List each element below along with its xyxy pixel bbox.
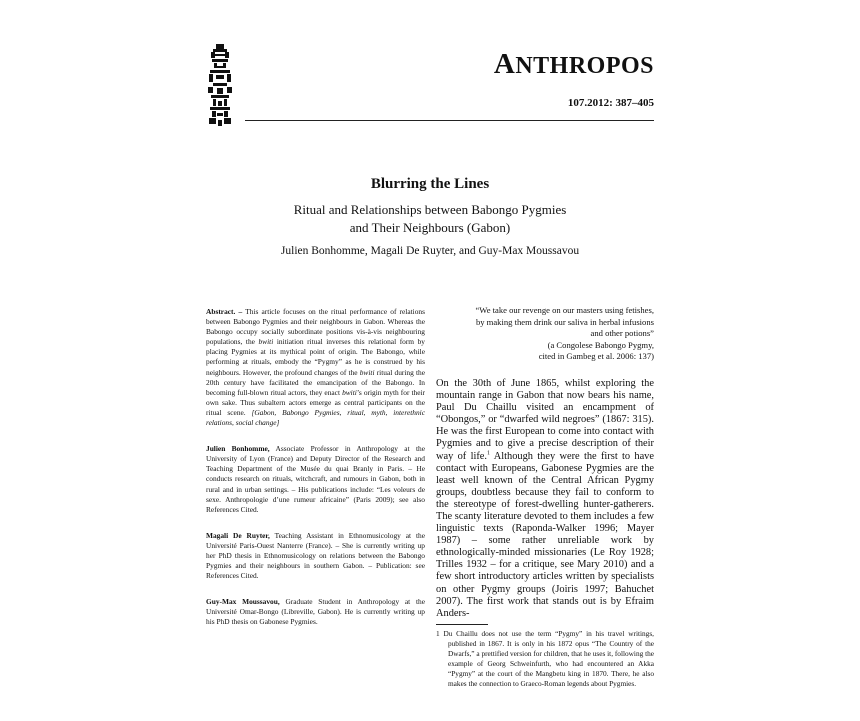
footnote-divider <box>436 624 488 625</box>
author-bio-name: Magali De Ruyter, <box>206 530 270 540</box>
header-divider <box>245 120 654 121</box>
body-paragraph: On the 30th of June 1865, whilst exploring the mountain range in Gabon that now bears his name, Paul Du Chaillu visited an encampment of “Obongos,” or “dwarfed wild negroes” (1867: 315). He was the first European to come into contact with Pygmies and to give a precise description of their way of life.$^1$ Although they were the first to have contact with Europeans, Gabonese Pygmies are the least well known of the Central African Pygmy groups, doubtless because they fail to conform to the stereotype of forest-dwelling hunter-gatherers. The scanty literature devoted to them includes a few linguistic texts (Raponda-Walker 1996; Mayer 1987) – some rather unreliable work by ethnologically-minded missionaries (Le Roy 1928; Trilles 1932 – for a critique, see Mary 2010) and a few short introductory articles written by specialists on other Pygmy groups (Joiris 1997; Bahuchet 2007). The first work that stands out is by Efraim Anders- <box>436 377 654 619</box>
author-bio: Julien Bonhomme, Associate Professor in Anthropology at the University of Lyon (France) and Deputy Director of the Research and Teaching Department of the Musée du quai Branly in Paris. – He conducts research on rituals, witchcraft, and rumours in Gabon, both in rural and in urban settings. – His publications include: “Les voleurs de sexe. Anthropologie d’une rumeur africaine” (Paris 2009); see also References Cited. <box>206 444 426 514</box>
subtitle-line: and Their Neighbours (Gabon) <box>349 220 511 235</box>
author-bio-name: Guy-Max Moussavou, <box>206 597 280 607</box>
author-bio: Guy-Max Moussavou, Graduate Student in Anthropology at the Université Omar-Bongo (Libreville, Gabon). He is currently writing up his PhD thesis on Gabonese Pygmies. <box>206 597 425 627</box>
epigraph-attribution: (a Congolese Babongo Pygmy, <box>547 339 654 350</box>
abstract-keywords: [Gabon, Babongo Pygmies, ritual, myth, interethnic relations, social change] <box>206 407 425 428</box>
footnote-marker[interactable]: 1 <box>487 450 491 457</box>
journal-name: ANTHROPOS <box>493 48 654 80</box>
article-subtitle <box>0 201 860 237</box>
abstract: Abstract. – This article focuses on the ritual performance of relations between Babongo Pygmies and their neighbours in Gabon. Whereas the Babongo occupy socially subordinate positions vis-à-vis neighbouring populations, the bwiti initiation ritual inverses this relational form by placing Pygmies at its mythical point of origin. The Babongo, while performing at rituals, embody the “Pygmy” as he is construed by his neighbours. However, the profound changes of the bwiti ritual during the 20th century have facilitated the emancipation of the Babongo. In becoming full-blown ritual actors, they enact bwiti’s origin myth for their own sake. Thus subaltern actors emerge as central participants on the ritual scene. [Gabon, Babongo Pygmies, ritual, myth, interethnic relations, social change] <box>206 307 426 428</box>
author-bio: Magali De Ruyter, Teaching Assistant in Ethnomusicology at the Université Paris-Ouest Nanterre (France). – She is currently writing up her PhD thesis in Ethnomusicology on relations between the Babongo Pygmies and their neighbours in southern Gabon. – Publication: see References Cited. <box>206 530 425 581</box>
abstract-label: Abstract. – <box>206 307 243 316</box>
issue-reference: 107.2012: 387–405 <box>567 97 654 109</box>
right-column <box>436 305 654 689</box>
epigraph-line: “We take our revenge on our masters using fetishes, <box>475 305 654 315</box>
epigraph-attribution: cited in Gambeg et al. 2006: 137) <box>538 351 654 362</box>
article-authors: Julien Bonhomme, Magali De Ruyter, and Guy-Max Moussavou <box>280 245 580 257</box>
author-bio-name: Julien Bonhomme, <box>206 444 270 454</box>
left-column <box>206 307 425 644</box>
article-title: Blurring the Lines <box>370 176 490 192</box>
epigraph-line: by making them drink our saliva in herbal infusions <box>475 316 654 327</box>
epigraph <box>436 305 654 363</box>
epigraph-line: and other potions” <box>590 328 654 339</box>
subtitle-line: Ritual and Relationships between Babongo Pygmies <box>293 202 567 217</box>
footnote-number: 1 <box>436 628 440 638</box>
footnote: 1 Du Chaillu does not use the term “Pygmy” in his travel writings, published in 1867. It is only in his 1872 opus “The Country of the Dwarfs,” a prettified version for children, that he uses it, following the example of Georg Schweinfurth, who had encountered an Akka “Pygmy” at the court of the Mangbetu king in 1870. There, he also makes the connection to Graeco-Roman legends about Pygmies. <box>436 628 654 688</box>
journal-logo-figure-icon <box>207 44 233 126</box>
